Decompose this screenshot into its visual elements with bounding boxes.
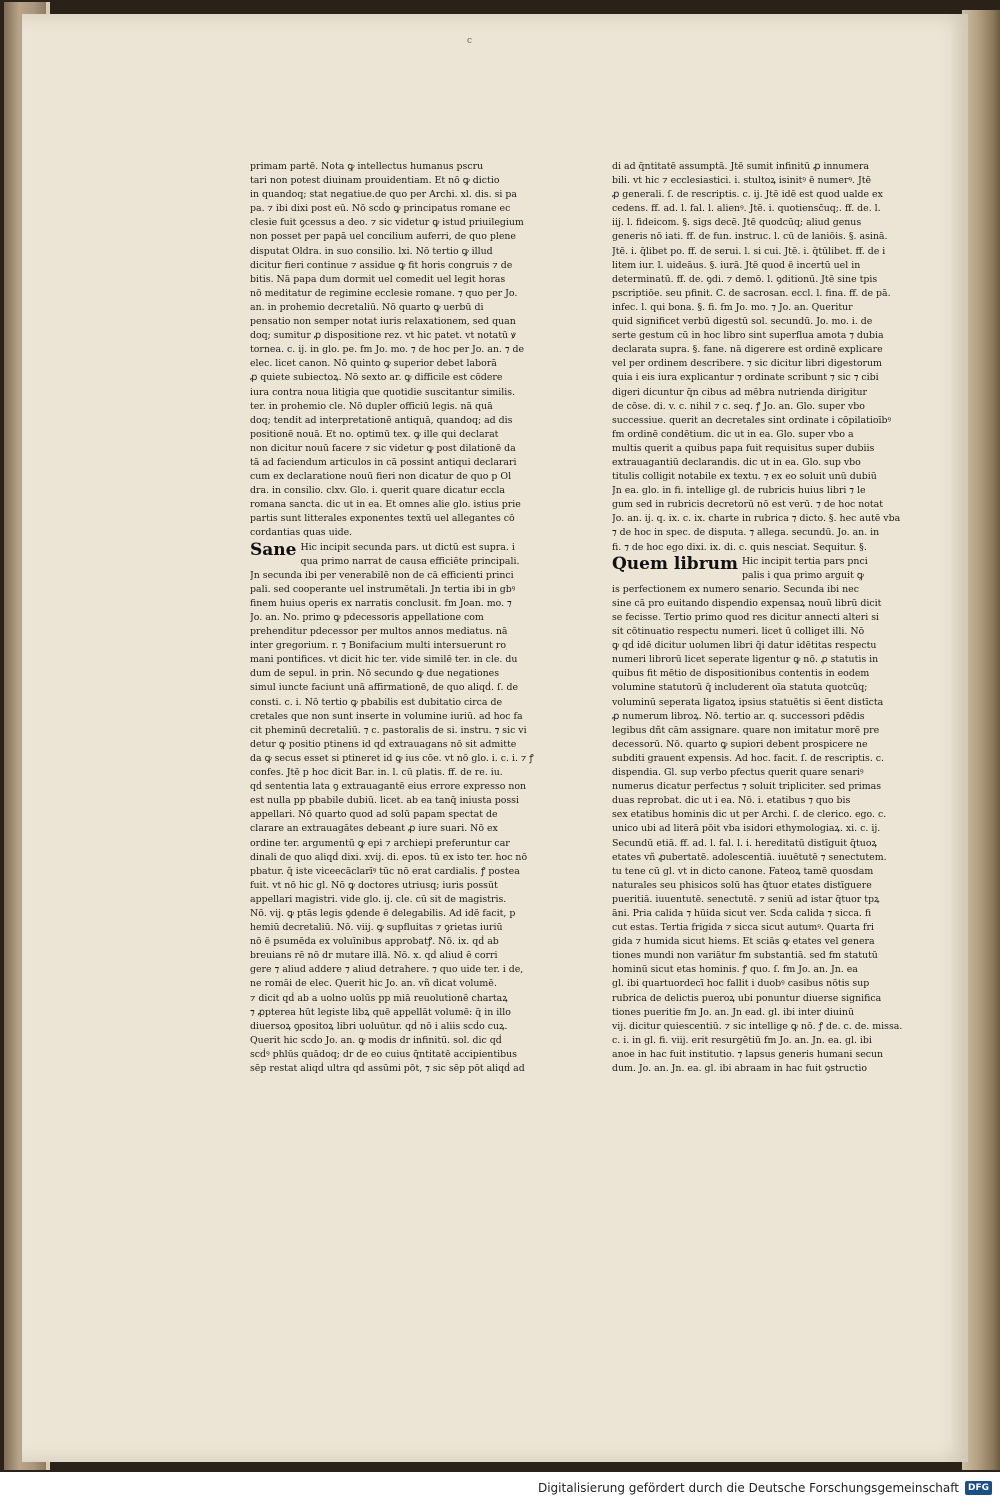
text-line: dicitur fieri continue ⁊ assidue ꝙ fit horis congruis ⁊ de [250, 259, 513, 271]
text-line: cit pheminū decretaliū. ⁊ c. pastoralis de si. instru. ⁊ sic vi [250, 724, 527, 736]
text-line: nō ē psumēda ex voluīnibus approbatꝭ. Nō. ix. qḋ ab [250, 936, 499, 948]
text-line: breuians rē nō dr mutare illā. Nō. x. qḋ aliud ē corri [250, 950, 498, 962]
text-line: titulis colligit notabile ex textu. ⁊ ex eo soluit unū dubiū [612, 471, 877, 483]
text-line: Jtē. i. q̄libet po. ff. de serui. l. si cui. Jtē. i. q̄tūlibet. ff. de i [612, 245, 886, 257]
text-line: elec. licet canon. Nō quinto ꝙ superior debet laborā [250, 358, 497, 370]
text-line: non dicitur nouū facere ⁊ sic videtur ꝙ post dilationē da [250, 442, 516, 454]
text-line: sēp restat aliqḋ ultra qḋ assūmi pōt, ⁊ sic sēp pōt aliqḋ ad [250, 1063, 525, 1074]
text-line: ordine ter. argumentū ꝙ epi ⁊ archiepi preferuntur car [250, 837, 510, 849]
text-line: cretales que non sunt inserte in volumine iuriū. ad hoc fa [250, 710, 523, 722]
right-initial-word: Quem librum [612, 553, 738, 574]
text-line: ⁊ de hoc in spec. de disputa. ⁊ allega. secundū. Jo. an. in [612, 527, 880, 539]
text-line: Jn ea. glo. in fi. intellige gl. de rubricis huius libri ⁊ le [612, 485, 866, 497]
text-line: fi. ⁊ de hoc ego dixi. ix. di. c. quis nesciat. Sequitur. §. [612, 541, 867, 553]
text-line: gum sed in rubricis decretorū nō est verū. ⁊ de hoc notat [612, 499, 884, 511]
text-line: digeri dicuntur q̄n cibus ad mēbra nutrienda dirigitur [612, 386, 868, 398]
text-line: gida ⁊ humida sicut hiems. Et sciās ꝙ etates vel genera [612, 936, 875, 948]
text-line: diuersoꝝ ꝯpositoꝝ libri uoluūtur. qḋ nō i aliis scḋo cuꝝ. [250, 1020, 508, 1032]
text-line: bitis. Nā papa dum dormit uel comedit uel legit horas [250, 273, 506, 285]
text-line: fuit. vt nō hic gl. Nō ꝙ doctores utriusq; iuris possūt [250, 879, 498, 891]
text-line: decessorū. Nō. quarto ꝙ supiori debent prospicere ne [612, 738, 868, 750]
text-line: voluminū seperata ligatoꝝ ipsius statuētis si ēent distīcta [612, 696, 884, 708]
text-line: clarare an extrauagātes debeant ꝓ iure suari. Nō ex [250, 823, 498, 835]
text-line: ⁊ dicit qḋ ab a uolno uolūs pp miā reuolutionē chartaꝝ [250, 992, 508, 1004]
text-line: tiones mundi non variātur fm substantiā. sed fm statutū [612, 950, 878, 962]
text-line: bili. vt hic ⁊ ecclesiastici. i. stultoꝝ isinitꝰ ē numerꝰ. Jtē [612, 175, 872, 187]
text-line: sex etatibus hominis dic ut per Archi. ſ. de clerico. ego. c. [612, 809, 887, 821]
text-line: dum. Jo. an. Jn. ea. gl. ibi abraam in hac fuit ꝯstructio [612, 1063, 867, 1074]
text-line: iij. l. fideicom. §. sigs decē. Jtē quodcūq; aliud genus [612, 217, 862, 229]
left-column-text-top [250, 160, 546, 541]
text-line: mani pontifices. vt dicit hic ter. vide similē ter. in cle. du [250, 654, 518, 666]
text-line: legibus dñt cām assignare. quare non imitatur morē pre [612, 724, 880, 736]
text-line: quia i eis iura explicantur ⁊ ordinate scribunt ⁊ sic ⁊ cibi [612, 372, 879, 384]
text-line: Jo. an. ij. q. ix. c. ix. charte in rubrica ⁊ dicto. §. hec autē vba [612, 513, 901, 525]
text-line: hominū sicut etas hominis. ꝭ quo. ſ. fm Jo. an. Jn. ea [612, 964, 858, 976]
text-line: doq; tendit ad interpretationē antiquā, quandoq; ad dis [250, 414, 513, 426]
text-line: di ad q̄ntitatē assumptā. Jtē sumit infinitū ꝓ innumera [612, 161, 869, 172]
text-line: Secundū etiā. ff. ad. l. fal. l. i. hereditatū distīguit q̄tuoꝝ [612, 837, 877, 849]
text-line: sine cā pro euitando dispendio expensaꝝ nouū librū dicit [612, 597, 882, 609]
text-line: vel per ordinem describere. ⁊ sic dicitur libri digestorum [612, 358, 882, 370]
text-line: cum ex declaratione nouū fieri non dicatur de quo p Ol [250, 471, 512, 483]
digitization-footer [0, 1472, 1000, 1503]
right-initial-lines [742, 555, 868, 583]
text-line: cordantias quas uide. [250, 527, 353, 539]
text-line: numerus dicatur perfectus ⁊ soluit tripliciter. sed primas [612, 781, 882, 793]
text-line: de cōse. di. v. c. nihil ⁊ c. seq. ꝭ Jo. an. Glo. super vbo [612, 400, 865, 412]
text-line: ꝓ quiete subiectoꝝ. Nō sexto ar. ꝙ difficile est cōdere [250, 372, 503, 384]
text-line: tā ad faciendum articulos in cā possint antiqui declarari [250, 456, 517, 468]
text-line: Jo. an. No. primo ꝙ pdecessoris appellatione com [250, 612, 484, 623]
text-line: tornea. c. ij. in glo. pe. fm Jo. mo. ⁊ de hoc per Jo. an. ⁊ de [250, 344, 525, 356]
text-line: generis nō iati. ff. de fun. instruc. l. cū de laniōis. §. asinā. [612, 231, 888, 243]
text-line: Hic incipit secunda pars. ut dictū est supra. i [300, 541, 515, 553]
text-line: appellari magistri. vide glo. ij. cle. cū sit de magistris. [250, 893, 507, 905]
text-line: rubrica de delictis pueroꝝ ubi ponuntur diuerse significa [612, 992, 882, 1004]
text-line: declarata supra. §. fane. nā digerere est ordinē explicare [612, 344, 883, 356]
text-line: simul iuncte faciunt unā affirmationē, de quo aliqḋ. ſ. de [250, 682, 518, 694]
text-line: pueritiā. iuuentutē. senectutē. ⁊ seniū ad istar q̄tuor tpꝝ [612, 893, 880, 905]
text-line: tiones pueritie fm Jo. an. Jn ead. gl. ibi inter diuinū [612, 1006, 855, 1018]
text-line: unico ubi ad literā pōit vba isidori ethymologiaꝝ. xi. c. ij. [612, 823, 881, 835]
text-line: ter. in prohemio cle. Nō dupler officiū legis. nā quā [250, 400, 493, 412]
text-line: cut estas. Tertia frigida ⁊ sicca sicut autumꝰ. Quarta fri [612, 922, 874, 934]
text-line: gere ⁊ aliud addere ⁊ aliud detrahere. ⁊ quo uide ter. i de, [250, 964, 524, 976]
text-line: iura contra noua litigia que quotidie suscitantur similis. [250, 386, 516, 398]
right-column-text-bottom [612, 583, 904, 1076]
text-line: quid significet verbū digestū sol. secundū. Jo. mo. i. de [612, 316, 873, 328]
text-line: primam partē. Nota ꝙ intellectus humanus pscru [250, 161, 484, 172]
text-line: scḋꝰ phlūs quādoq; dr de eo cuius q̄ntitatē accipientibus [250, 1048, 517, 1060]
text-line: an. in prohemio decretaliū. Nō quarto ꝙ uerbū di [250, 301, 484, 313]
text-line: confes. Jtē p hoc dicit Bar. in. l. cū platis. ff. de re. iu. [250, 767, 503, 779]
text-line: inter gregorium. r. ⁊ Bonifacium multi intersuerunt ro [250, 640, 507, 652]
text-line: dra. in consilio. clxv. Glo. i. querit quare dicatur eccla [250, 485, 505, 497]
text-line: doq; sumitur ꝓ dispositione rez. vt hic patet. vt notatū ꝟ [250, 330, 516, 342]
text-line: is perfectionem ex numero senario. Secunda ibi nec [612, 583, 859, 595]
text-line: Jn secunda ibi per venerabilē non de cā efficienti princi [250, 569, 514, 581]
ink-mark: c [467, 36, 473, 46]
text-line: sit cōtinuatio respectu numeri. licet ū colliget illi. Nō [612, 626, 865, 638]
left-initial-lines [300, 541, 519, 569]
text-line: partis sunt litterales exponentes textū uel allegantes cō [250, 513, 515, 525]
text-line: dispendia. Gl. sup verbo pfectus querit quare senariꝰ [612, 767, 864, 779]
text-line: pscriptiōe. seu pfinit. C. de sacrosan. eccl. l. fina. ff. de pā. [612, 287, 891, 299]
text-line: volumine statutorū q̄ includerent oīa statuta quotcūq; [612, 682, 868, 694]
text-line: vij. dicitur quiescentiū. ⁊ sic intellige ꝙ nō. ꝭ de. c. de. missa. [612, 1020, 903, 1032]
text-line: dinali de quo aliqḋ dixi. xvij. di. epos. tū ex isto ter. hoc nō [250, 851, 528, 863]
text-line: nō meditatur de regimine ecclesie romane. ⁊ quo per Jo. [250, 287, 518, 299]
text-line: palis i qua primo arguit ꝙ [742, 569, 864, 581]
text-line: numeri librorū licet seperate ligentur ꝙ nō. ꝓ statutis in [612, 654, 879, 666]
text-line: est nulla pp pbabile dubiū. licet. ab ea tanq̄ iniusta possi [250, 795, 519, 807]
text-line: Hic incipit tertia pars pnci [742, 555, 868, 567]
left-column [250, 160, 546, 1076]
text-line: etates vñ ꝓubertatē. adolescentiā. iuuētutē ⁊ senectutem. [612, 851, 887, 863]
text-line: positionē nouā. Et no. optimū tex. ꝙ ille qui declarat [250, 428, 499, 440]
text-line: naturales seu phisicos solū has q̄tuor etates distīguere [612, 879, 872, 891]
left-initial-block [250, 541, 546, 569]
text-line: anoe in hac fuit institutio. ⁊ lapsus generis humani secun [612, 1048, 884, 1060]
text-line: pbatur. q̄ iste viceecāclarīꝰ tūc nō erat cardialis. ꝭ postea [250, 865, 520, 877]
text-line: se fecisse. Tertio primo quod res dicitur annecti alteri si [612, 612, 880, 623]
text-line: non posset per papā uel concilium auferri, de quo plene [250, 231, 516, 243]
text-line: āni. Pria calida ⁊ hūida sicut ver. Scḋa calida ⁊ sicca. fi [612, 907, 872, 919]
text-line: pali. sed cooperante uel instrumētali. Jn tertia ibi in gbꝰ [250, 583, 516, 595]
text-line: clesie fuit ꝯcessus a deo. ⁊ sic videtur ꝙ istud priuilegium [250, 217, 524, 229]
left-initial-word: Sane [250, 539, 297, 560]
text-line: disputat Oldra. in suo consilio. lxi. Nō tertio ꝙ illud [250, 245, 493, 257]
text-line: ꝓ generali. ſ. de rescriptis. c. ij. Jtē idē est quod ualde ex [612, 189, 883, 201]
text-line: prehenditur pdecessor per multos annos mediatus. nā [250, 626, 508, 638]
text-line: tari non potest diuinam prouidentiam. Et nō ꝙ dictio [250, 175, 500, 187]
text-line: successiue. querit an decretales sint ordinate i cōpilatioībꝰ [612, 414, 892, 426]
text-line: Querit hic scḋo Jo. an. ꝙ modis dr infinitū. sol. dic qḋ [250, 1034, 502, 1046]
text-line: litem iur. l. uideāus. §. iurā. Jtē quod ē incertū uel in [612, 259, 861, 271]
text-line: in quandoq; stat negatiue.de quo per Archi. xl. dis. si pa [250, 189, 517, 201]
text-line: duas reprobat. dic ut i ea. Nō. i. etatibus ⁊ quo bis [612, 795, 851, 807]
text-line: pa. ⁊ ibi dixi post eū. Nō scḋo ꝙ principatus romane ec [250, 203, 511, 215]
text-line: serte gestum cū in hoc libro sint superflua amota ⁊ dubia [612, 330, 884, 342]
text-line: gl. ibi quartuordecī hoc fallit i duobꝰ casibus nōtis sup [612, 978, 870, 990]
text-line: appellari. Nō quarto quod ad solū papam spectat de [250, 809, 498, 821]
text-line: subditi grauent expensis. Ad hoc. facit. ſ. de rescriptis. c. [612, 752, 885, 764]
text-line: multis querit a quibus papa fuit requisitus super dubiis [612, 442, 875, 454]
dfg-logo: DFG [965, 1481, 992, 1495]
text-line: c. i. in gl. fi. viij. erit resurgētiū fm Jo. an. Jn. ea. gl. ibi [612, 1034, 872, 1046]
text-line: infec. l. qui bona. §. fi. fm Jo. mo. ⁊ Jo. an. Queritur [612, 301, 853, 313]
text-line: ⁊ ꝓpterea hūt legiste libꝝ quē appellāt volumē: q̄ in illo [250, 1006, 511, 1018]
right-column [612, 160, 904, 1076]
text-line: ne romāi de elec. Querit hic Jo. an. vñ dicat volumē. [250, 978, 497, 990]
text-line: detur ꝙ positio ptinens id qḋ extrauagans nō sit admitte [250, 738, 517, 750]
footer-credit: Digitalisierung gefördert durch die Deutsche Forschungsgemeinschaft [537, 1480, 959, 1495]
text-line: extrauagantiū declarandis. dic ut in ea. Glo. sup vbo [612, 456, 861, 468]
text-line: da ꝙ secus esset si ptineret id ꝙ ius cōe. vt nō glo. i. c. i. ⁊ ꝭ [250, 752, 534, 764]
text-line: qḋ sententia lata ꝯ extrauagantē eius errore expresso non [250, 781, 527, 793]
text-line: pensatio non semper notat iuris relaxationem, sed quan [250, 316, 516, 328]
text-line: consti. c. i. Nō tertio ꝙ pbabilis est dubitatio circa de [250, 696, 503, 708]
text-line: romana sancta. dic ut in ea. Et omnes alie glo. istius prie [250, 499, 521, 511]
text-line: qua primo narrat de causa efficiēte principali. [300, 555, 520, 567]
text-line: ꝙ qḋ idē dicitur uolumen libri q̄i datur idētitas respectu [612, 640, 877, 652]
right-column-text-top [612, 160, 904, 555]
text-line: hemiū decretaliū. Nō. viij. ꝙ supfluitas ⁊ ꝯrietas iuriū [250, 922, 503, 934]
text-line: cedens. ff. ad. l. fal. l. alienꝰ. Jtē. i. quotiensc̄uq;. ff. de. l. [612, 203, 881, 215]
text-line: fm ordinē condētium. dic ut in ea. Glo. super vbo a [612, 428, 854, 440]
right-initial-block [612, 555, 904, 583]
text-line: tu tene cū gl. vt in dicto canone. Fateoꝝ tamē quosdam [612, 865, 874, 877]
text-line: finem huius operis ex narratis conclusit. fm Joan. mo. ⁊ [250, 597, 512, 609]
left-column-text-bottom [250, 569, 546, 1076]
text-line: dum de sepul. in prin. Nō secundo ꝙ due negationes [250, 668, 500, 680]
text-line: ꝓ numerum libroꝝ. Nō. tertio ar. q. successori pdēdis [612, 710, 865, 722]
text-line: Nō. vij. ꝙ ptās legis ꝯdende ē delegabilis. Ad idē facit, p [250, 907, 516, 919]
text-line: determinatū. ff. de. ꝯdi. ⁊ demō. l. ꝯditionū. Jtē sine tpis [612, 273, 878, 285]
text-line: quibus fit mētio de dispositionibus contentis in eodem [612, 668, 870, 680]
